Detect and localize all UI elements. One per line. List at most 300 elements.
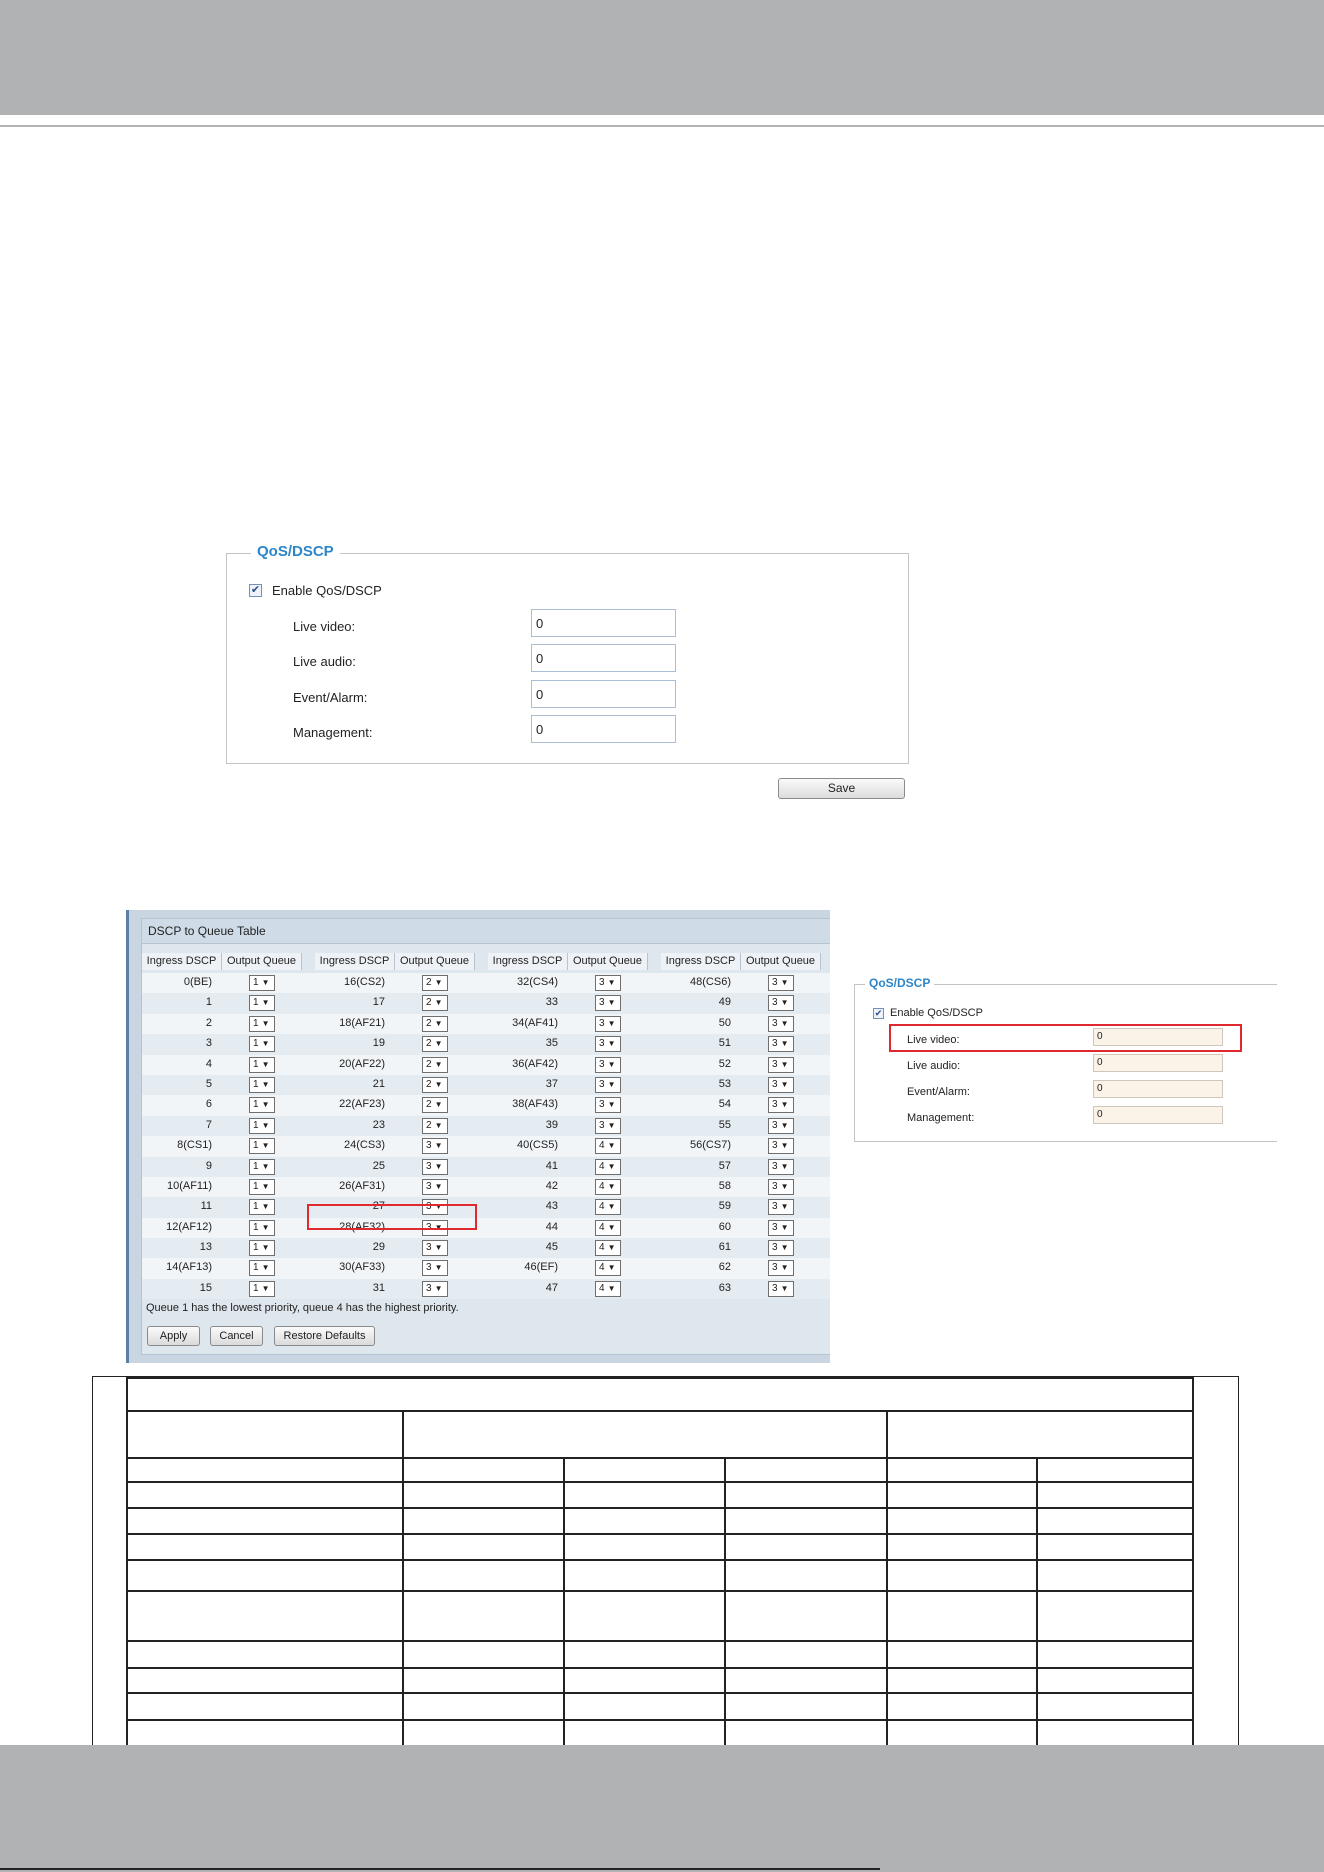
ingress-dscp-cell: 19 bbox=[372, 1037, 385, 1050]
output-queue-value: 1 bbox=[253, 1078, 259, 1090]
output-queue-select[interactable] bbox=[422, 1179, 448, 1195]
output-queue-value: 3 bbox=[426, 1140, 432, 1152]
dscp-table-body bbox=[142, 973, 830, 1299]
table-grid-line bbox=[126, 1377, 1193, 1379]
output-queue-select[interactable] bbox=[595, 1159, 621, 1175]
dscp-queue-table bbox=[141, 918, 830, 1355]
chevron-down-icon: ▼ bbox=[780, 1283, 789, 1293]
output-queue-select[interactable] bbox=[249, 1199, 275, 1215]
output-queue-value: 1 bbox=[253, 1201, 259, 1213]
chevron-down-icon: ▼ bbox=[261, 1039, 270, 1049]
chevron-down-icon: ▼ bbox=[780, 1079, 789, 1089]
chevron-down-icon: ▼ bbox=[607, 1181, 616, 1191]
output-queue-select[interactable] bbox=[422, 1118, 448, 1134]
ingress-dscp-cell: 60 bbox=[718, 1220, 731, 1233]
output-queue-select[interactable] bbox=[768, 1281, 794, 1297]
chevron-down-icon: ▼ bbox=[607, 1039, 616, 1049]
output-queue-value: 2 bbox=[426, 1119, 432, 1131]
event-alarm-input[interactable]: 0 bbox=[531, 680, 676, 708]
dscp-table-row bbox=[142, 973, 830, 993]
chevron-down-icon: ▼ bbox=[261, 1161, 270, 1171]
ingress-dscp-cell: 42 bbox=[545, 1179, 558, 1192]
output-queue-value: 1 bbox=[253, 1221, 259, 1233]
live-audio-small-input[interactable]: 0 bbox=[1093, 1054, 1223, 1072]
output-queue-value: 3 bbox=[599, 1078, 605, 1090]
qos-dscp-fieldset bbox=[226, 543, 909, 764]
chevron-down-icon: ▼ bbox=[261, 1283, 270, 1293]
output-queue-value: 3 bbox=[426, 1242, 432, 1254]
output-queue-value: 3 bbox=[599, 1038, 605, 1050]
chevron-down-icon: ▼ bbox=[607, 1079, 616, 1089]
ingress-dscp-cell: 49 bbox=[718, 996, 731, 1009]
table-grid-line bbox=[126, 1410, 1193, 1412]
header-output-queue-2: Output Queue bbox=[395, 953, 475, 970]
ingress-dscp-cell: 31 bbox=[372, 1281, 385, 1294]
chevron-down-icon: ▼ bbox=[780, 978, 789, 987]
chevron-down-icon: ▼ bbox=[607, 1202, 616, 1212]
ingress-dscp-cell: 54 bbox=[718, 1098, 731, 1111]
chevron-down-icon: ▼ bbox=[434, 1161, 443, 1171]
table-grid-line bbox=[126, 1507, 1193, 1509]
table-grid-line bbox=[126, 1533, 1193, 1535]
table-grid-line bbox=[1036, 1457, 1038, 1747]
chevron-down-icon: ▼ bbox=[261, 1263, 270, 1273]
output-queue-value: 3 bbox=[599, 1017, 605, 1029]
output-queue-value: 3 bbox=[772, 997, 778, 1009]
output-queue-select[interactable] bbox=[595, 1057, 621, 1073]
output-queue-select[interactable] bbox=[768, 1240, 794, 1256]
chevron-down-icon: ▼ bbox=[434, 1120, 443, 1130]
table-grid-line bbox=[126, 1719, 1193, 1721]
table-grid-line bbox=[886, 1410, 888, 1747]
chevron-down-icon: ▼ bbox=[780, 1100, 789, 1110]
table-grid-line bbox=[126, 1692, 1193, 1694]
save-button[interactable]: Save bbox=[778, 778, 905, 799]
output-queue-select[interactable] bbox=[249, 975, 275, 991]
management-input[interactable]: 0 bbox=[531, 715, 676, 743]
dscp-table-row bbox=[142, 1177, 830, 1197]
output-queue-select[interactable] bbox=[595, 1077, 621, 1093]
output-queue-select[interactable] bbox=[768, 1097, 794, 1113]
ingress-dscp-cell: 55 bbox=[718, 1118, 731, 1131]
header-output-queue-3: Output Queue bbox=[568, 953, 648, 970]
ingress-dscp-cell: 6 bbox=[205, 1098, 212, 1111]
table-grid-line bbox=[126, 1590, 1193, 1592]
ingress-dscp-cell: 10(AF11) bbox=[166, 1179, 212, 1192]
chevron-down-icon: ▼ bbox=[780, 1202, 789, 1212]
output-queue-value: 3 bbox=[772, 1160, 778, 1172]
output-queue-select[interactable] bbox=[768, 975, 794, 991]
ingress-dscp-cell: 20(AF22) bbox=[339, 1057, 385, 1070]
chevron-down-icon: ▼ bbox=[261, 1141, 270, 1151]
ingress-dscp-cell: 57 bbox=[718, 1159, 731, 1172]
table-grid-line bbox=[126, 1640, 1193, 1642]
ingress-dscp-cell: 4 bbox=[205, 1057, 212, 1070]
output-queue-select[interactable] bbox=[249, 1159, 275, 1175]
chevron-down-icon: ▼ bbox=[607, 1243, 616, 1253]
ingress-dscp-cell: 15 bbox=[199, 1281, 212, 1294]
chevron-down-icon: ▼ bbox=[780, 1018, 789, 1028]
output-queue-select[interactable] bbox=[249, 1118, 275, 1134]
output-queue-select[interactable] bbox=[595, 1220, 621, 1236]
output-queue-value: 4 bbox=[599, 1221, 605, 1233]
ingress-dscp-cell: 25 bbox=[372, 1159, 385, 1172]
ingress-dscp-cell: 48(CS6) bbox=[690, 976, 731, 988]
ingress-dscp-cell: 52 bbox=[718, 1057, 731, 1070]
chevron-down-icon: ▼ bbox=[780, 1161, 789, 1171]
chevron-down-icon: ▼ bbox=[607, 1059, 616, 1069]
chevron-down-icon: ▼ bbox=[780, 1222, 789, 1232]
header-ingress-dscp-1: Ingress DSCP bbox=[142, 953, 222, 970]
table-grid-line bbox=[126, 1481, 1193, 1483]
ingress-dscp-cell: 38(AF43) bbox=[512, 1098, 558, 1111]
ingress-dscp-cell: 18(AF21) bbox=[339, 1016, 385, 1029]
chevron-down-icon: ▼ bbox=[434, 998, 443, 1008]
output-queue-value: 4 bbox=[599, 1160, 605, 1172]
output-queue-select[interactable] bbox=[768, 1036, 794, 1052]
output-queue-select[interactable] bbox=[768, 1199, 794, 1215]
output-queue-select[interactable] bbox=[768, 1220, 794, 1236]
dscp-table-row bbox=[142, 1075, 830, 1095]
ingress-dscp-cell: 33 bbox=[545, 996, 558, 1009]
ingress-dscp-cell: 21 bbox=[372, 1077, 385, 1090]
output-queue-select[interactable] bbox=[249, 1077, 275, 1093]
ingress-dscp-cell: 9 bbox=[205, 1159, 212, 1172]
output-queue-value: 3 bbox=[772, 1140, 778, 1152]
qos-dscp-small-legend: QoS/DSCP bbox=[865, 976, 934, 990]
output-queue-select[interactable] bbox=[249, 1220, 275, 1236]
ingress-dscp-cell: 51 bbox=[718, 1037, 731, 1050]
output-queue-select[interactable] bbox=[768, 1260, 794, 1276]
chevron-down-icon: ▼ bbox=[434, 1039, 443, 1049]
output-queue-select[interactable] bbox=[249, 1097, 275, 1113]
ingress-dscp-cell: 0(BE) bbox=[183, 976, 212, 988]
ingress-dscp-cell: 2 bbox=[205, 1016, 212, 1029]
footer-band bbox=[0, 1745, 1324, 1872]
chevron-down-icon: ▼ bbox=[434, 1222, 443, 1232]
header-output-queue-1: Output Queue bbox=[222, 953, 302, 970]
output-queue-value: 4 bbox=[599, 1201, 605, 1213]
output-queue-value: 3 bbox=[426, 1180, 432, 1192]
header-ingress-dscp-3: Ingress DSCP bbox=[488, 953, 568, 970]
chevron-down-icon: ▼ bbox=[780, 1141, 789, 1151]
enable-qos-label: Enable QoS/DSCP bbox=[272, 583, 382, 598]
output-queue-value: 3 bbox=[599, 977, 605, 988]
ingress-dscp-cell: 50 bbox=[718, 1016, 731, 1029]
output-queue-value: 2 bbox=[426, 1099, 432, 1111]
chevron-down-icon: ▼ bbox=[780, 1059, 789, 1069]
chevron-down-icon: ▼ bbox=[607, 1222, 616, 1232]
chevron-down-icon: ▼ bbox=[607, 1161, 616, 1171]
output-queue-value: 3 bbox=[599, 1058, 605, 1070]
output-queue-select[interactable] bbox=[768, 1138, 794, 1154]
output-queue-value: 2 bbox=[426, 977, 432, 988]
ingress-dscp-cell: 5 bbox=[205, 1077, 212, 1090]
output-queue-value: 1 bbox=[253, 1242, 259, 1254]
output-queue-select[interactable] bbox=[768, 995, 794, 1011]
output-queue-value: 3 bbox=[772, 1180, 778, 1192]
chevron-down-icon: ▼ bbox=[780, 998, 789, 1008]
chevron-down-icon: ▼ bbox=[434, 1018, 443, 1028]
chevron-down-icon: ▼ bbox=[434, 1283, 443, 1293]
output-queue-select[interactable] bbox=[249, 1281, 275, 1297]
output-queue-value: 1 bbox=[253, 1017, 259, 1029]
ingress-dscp-cell: 28(AF32) bbox=[339, 1220, 385, 1233]
ingress-dscp-cell: 11 bbox=[200, 1200, 212, 1213]
output-queue-select[interactable] bbox=[768, 1057, 794, 1073]
output-queue-select[interactable] bbox=[768, 1159, 794, 1175]
ingress-dscp-cell: 3 bbox=[205, 1037, 212, 1050]
qos-dscp-small-fieldset bbox=[854, 976, 1277, 1142]
output-queue-select[interactable] bbox=[249, 1260, 275, 1276]
chevron-down-icon: ▼ bbox=[434, 1100, 443, 1110]
chevron-down-icon: ▼ bbox=[780, 1181, 789, 1191]
chevron-down-icon: ▼ bbox=[434, 1059, 443, 1069]
output-queue-value: 3 bbox=[772, 977, 778, 988]
restore-defaults-button[interactable]: Restore Defaults bbox=[274, 1326, 375, 1346]
chevron-down-icon: ▼ bbox=[261, 1222, 270, 1232]
chevron-down-icon: ▼ bbox=[261, 1181, 270, 1191]
output-queue-select[interactable] bbox=[249, 1240, 275, 1256]
output-queue-value: 1 bbox=[253, 1140, 259, 1152]
live-video-input[interactable]: 0 bbox=[531, 609, 676, 637]
output-queue-value: 1 bbox=[253, 997, 259, 1009]
ingress-dscp-cell: 22(AF23) bbox=[339, 1098, 385, 1111]
apply-button[interactable]: Apply bbox=[147, 1326, 200, 1346]
output-queue-select[interactable] bbox=[422, 995, 448, 1011]
output-queue-value: 1 bbox=[253, 1058, 259, 1070]
chevron-down-icon: ▼ bbox=[607, 1018, 616, 1028]
output-queue-value: 3 bbox=[772, 1242, 778, 1254]
event-alarm-small-label: Event/Alarm: bbox=[907, 1086, 970, 1098]
output-queue-value: 2 bbox=[426, 1017, 432, 1029]
output-queue-value: 3 bbox=[772, 1099, 778, 1111]
event-alarm-label: Event/Alarm: bbox=[293, 690, 368, 705]
dscp-table-row bbox=[142, 1218, 830, 1238]
chevron-down-icon: ▼ bbox=[434, 978, 443, 987]
dscp-table-row bbox=[142, 1197, 830, 1217]
output-queue-select[interactable] bbox=[249, 995, 275, 1011]
dscp-table-row bbox=[142, 1055, 830, 1075]
output-queue-value: 1 bbox=[253, 1119, 259, 1131]
chevron-down-icon: ▼ bbox=[261, 1079, 270, 1089]
header-band bbox=[0, 0, 1324, 115]
management-small-label: Management: bbox=[907, 1112, 975, 1124]
chevron-down-icon: ▼ bbox=[780, 1120, 789, 1130]
output-queue-value: 1 bbox=[253, 977, 259, 988]
output-queue-select[interactable] bbox=[422, 975, 448, 991]
table-grid-line bbox=[126, 1457, 1193, 1459]
dscp-table-row bbox=[142, 1116, 830, 1136]
management-small-input[interactable]: 0 bbox=[1093, 1106, 1223, 1124]
output-queue-value: 3 bbox=[599, 1099, 605, 1111]
table-grid-line bbox=[126, 1559, 1193, 1561]
output-queue-select[interactable] bbox=[249, 1057, 275, 1073]
output-queue-select[interactable] bbox=[249, 1138, 275, 1154]
ingress-dscp-cell: 24(CS3) bbox=[344, 1139, 385, 1152]
output-queue-value: 3 bbox=[772, 1282, 778, 1294]
output-queue-select[interactable] bbox=[422, 1281, 448, 1297]
highlight-box-live-video bbox=[889, 1024, 1242, 1052]
priority-note: Queue 1 has the lowest priority, queue 4 has the highest priority. bbox=[142, 1300, 830, 1316]
ingress-dscp-cell: 45 bbox=[545, 1241, 558, 1254]
output-queue-select[interactable] bbox=[768, 1118, 794, 1134]
event-alarm-small-input[interactable]: 0 bbox=[1093, 1080, 1223, 1098]
output-queue-select[interactable] bbox=[422, 1138, 448, 1154]
live-video-small-input[interactable]: 0 bbox=[1093, 1028, 1223, 1046]
output-queue-value: 3 bbox=[772, 1262, 778, 1274]
output-queue-value: 3 bbox=[599, 997, 605, 1009]
chevron-down-icon: ▼ bbox=[607, 1120, 616, 1130]
ingress-dscp-cell: 8(CS1) bbox=[177, 1139, 212, 1152]
output-queue-select[interactable] bbox=[595, 1179, 621, 1195]
ingress-dscp-cell: 59 bbox=[718, 1200, 731, 1213]
table-grid-line bbox=[563, 1457, 565, 1747]
ingress-dscp-cell: 26(AF31) bbox=[339, 1179, 385, 1192]
output-queue-select[interactable] bbox=[768, 1016, 794, 1032]
header-ingress-dscp-2: Ingress DSCP bbox=[315, 953, 395, 970]
output-queue-value: 3 bbox=[426, 1201, 432, 1213]
live-video-label: Live video: bbox=[293, 619, 356, 634]
highlight-box-af32 bbox=[307, 1204, 477, 1230]
enable-qos-checkbox[interactable]: ✔ bbox=[250, 584, 261, 596]
chevron-down-icon: ▼ bbox=[780, 1039, 789, 1049]
output-queue-value: 4 bbox=[599, 1282, 605, 1294]
output-queue-select[interactable] bbox=[595, 1138, 621, 1154]
output-queue-select[interactable] bbox=[768, 1179, 794, 1195]
chevron-down-icon: ▼ bbox=[261, 1059, 270, 1069]
output-queue-select[interactable] bbox=[595, 1097, 621, 1113]
output-queue-value: 1 bbox=[253, 1282, 259, 1294]
ingress-dscp-cell: 14(AF13) bbox=[166, 1261, 212, 1274]
output-queue-value: 4 bbox=[599, 1242, 605, 1254]
table-grid-line bbox=[402, 1410, 404, 1747]
output-queue-select[interactable] bbox=[422, 1057, 448, 1073]
header-ingress-dscp-4: Ingress DSCP bbox=[661, 953, 741, 970]
chevron-down-icon: ▼ bbox=[261, 978, 270, 987]
header-rule bbox=[0, 125, 1324, 127]
ingress-dscp-cell: 34(AF41) bbox=[512, 1016, 558, 1029]
output-queue-select[interactable] bbox=[422, 1260, 448, 1276]
chevron-down-icon: ▼ bbox=[434, 1243, 443, 1253]
output-queue-select[interactable] bbox=[768, 1077, 794, 1093]
dscp-table-row bbox=[142, 1157, 830, 1177]
output-queue-select[interactable] bbox=[422, 1016, 448, 1032]
enable-qos-small-checkbox[interactable]: ✔ bbox=[874, 1008, 883, 1018]
chevron-down-icon: ▼ bbox=[261, 1120, 270, 1130]
output-queue-value: 3 bbox=[426, 1221, 432, 1233]
dscp-table-row bbox=[142, 1095, 830, 1115]
dscp-table-row bbox=[142, 1136, 830, 1156]
output-queue-value: 4 bbox=[599, 1140, 605, 1152]
output-queue-value: 4 bbox=[599, 1180, 605, 1192]
output-queue-select[interactable] bbox=[595, 975, 621, 991]
live-audio-input[interactable]: 0 bbox=[531, 644, 676, 672]
output-queue-value: 3 bbox=[772, 1201, 778, 1213]
output-queue-value: 1 bbox=[253, 1262, 259, 1274]
output-queue-select[interactable] bbox=[422, 1240, 448, 1256]
output-queue-value: 3 bbox=[772, 1119, 778, 1131]
chevron-down-icon: ▼ bbox=[607, 1100, 616, 1110]
header-output-queue-4: Output Queue bbox=[741, 953, 821, 970]
output-queue-select[interactable] bbox=[595, 1240, 621, 1256]
chevron-down-icon: ▼ bbox=[780, 1243, 789, 1253]
output-queue-value: 3 bbox=[772, 1058, 778, 1070]
ingress-dscp-cell: 29 bbox=[372, 1241, 385, 1254]
ingress-dscp-cell: 27 bbox=[372, 1200, 385, 1213]
output-queue-value: 2 bbox=[426, 1078, 432, 1090]
output-queue-select[interactable] bbox=[422, 1097, 448, 1113]
output-queue-select[interactable] bbox=[422, 1077, 448, 1093]
output-queue-select[interactable] bbox=[249, 1036, 275, 1052]
table-grid-line bbox=[724, 1457, 726, 1747]
output-queue-select[interactable] bbox=[249, 1016, 275, 1032]
output-queue-select[interactable] bbox=[595, 995, 621, 1011]
output-queue-select[interactable] bbox=[595, 1118, 621, 1134]
qos-dscp-legend: QoS/DSCP bbox=[251, 543, 340, 560]
chevron-down-icon: ▼ bbox=[780, 1263, 789, 1273]
chevron-down-icon: ▼ bbox=[434, 1141, 443, 1151]
ingress-dscp-cell: 13 bbox=[199, 1241, 212, 1254]
chevron-down-icon: ▼ bbox=[607, 1263, 616, 1273]
output-queue-value: 2 bbox=[426, 1038, 432, 1050]
output-queue-value: 3 bbox=[426, 1160, 432, 1172]
ingress-dscp-cell: 41 bbox=[545, 1159, 558, 1172]
chevron-down-icon: ▼ bbox=[434, 1079, 443, 1089]
dscp-table-row bbox=[142, 1238, 830, 1258]
output-queue-value: 3 bbox=[426, 1262, 432, 1274]
chevron-down-icon: ▼ bbox=[434, 1181, 443, 1191]
output-queue-select[interactable] bbox=[249, 1179, 275, 1195]
output-queue-value: 1 bbox=[253, 1099, 259, 1111]
management-label: Management: bbox=[293, 725, 373, 740]
output-queue-select[interactable] bbox=[595, 1036, 621, 1052]
chevron-down-icon: ▼ bbox=[607, 998, 616, 1008]
output-queue-select[interactable] bbox=[595, 1199, 621, 1215]
cancel-button[interactable]: Cancel bbox=[210, 1326, 263, 1346]
ingress-dscp-cell: 58 bbox=[718, 1179, 731, 1192]
dscp-table-title: DSCP to Queue Table bbox=[142, 919, 830, 944]
output-queue-select[interactable] bbox=[595, 1281, 621, 1297]
enable-qos-small-label: Enable QoS/DSCP bbox=[890, 1007, 983, 1019]
ingress-dscp-cell: 35 bbox=[545, 1037, 558, 1050]
ingress-dscp-cell: 32(CS4) bbox=[517, 976, 558, 988]
chevron-down-icon: ▼ bbox=[607, 978, 616, 987]
dscp-table-row bbox=[142, 993, 830, 1013]
dscp-table-row bbox=[142, 1279, 830, 1299]
output-queue-value: 3 bbox=[772, 1038, 778, 1050]
output-queue-value: 2 bbox=[426, 997, 432, 1009]
ingress-dscp-cell: 30(AF33) bbox=[339, 1261, 385, 1274]
ingress-dscp-cell: 1 bbox=[205, 996, 212, 1009]
chevron-down-icon: ▼ bbox=[261, 1100, 270, 1110]
output-queue-select[interactable] bbox=[595, 1016, 621, 1032]
ingress-dscp-cell: 37 bbox=[545, 1077, 558, 1090]
live-audio-small-label: Live audio: bbox=[907, 1060, 961, 1072]
ingress-dscp-cell: 36(AF42) bbox=[512, 1057, 558, 1070]
chevron-down-icon: ▼ bbox=[261, 1243, 270, 1253]
ingress-dscp-cell: 46(EF) bbox=[524, 1261, 558, 1274]
output-queue-value: 4 bbox=[599, 1262, 605, 1274]
chevron-down-icon: ▼ bbox=[607, 1141, 616, 1151]
output-queue-select[interactable] bbox=[422, 1159, 448, 1175]
chevron-down-icon: ▼ bbox=[434, 1202, 443, 1212]
output-queue-select[interactable] bbox=[595, 1260, 621, 1276]
ingress-dscp-cell: 62 bbox=[718, 1261, 731, 1274]
ingress-dscp-cell: 23 bbox=[372, 1118, 385, 1131]
output-queue-select[interactable] bbox=[422, 1036, 448, 1052]
ingress-dscp-cell: 56(CS7) bbox=[690, 1139, 731, 1152]
